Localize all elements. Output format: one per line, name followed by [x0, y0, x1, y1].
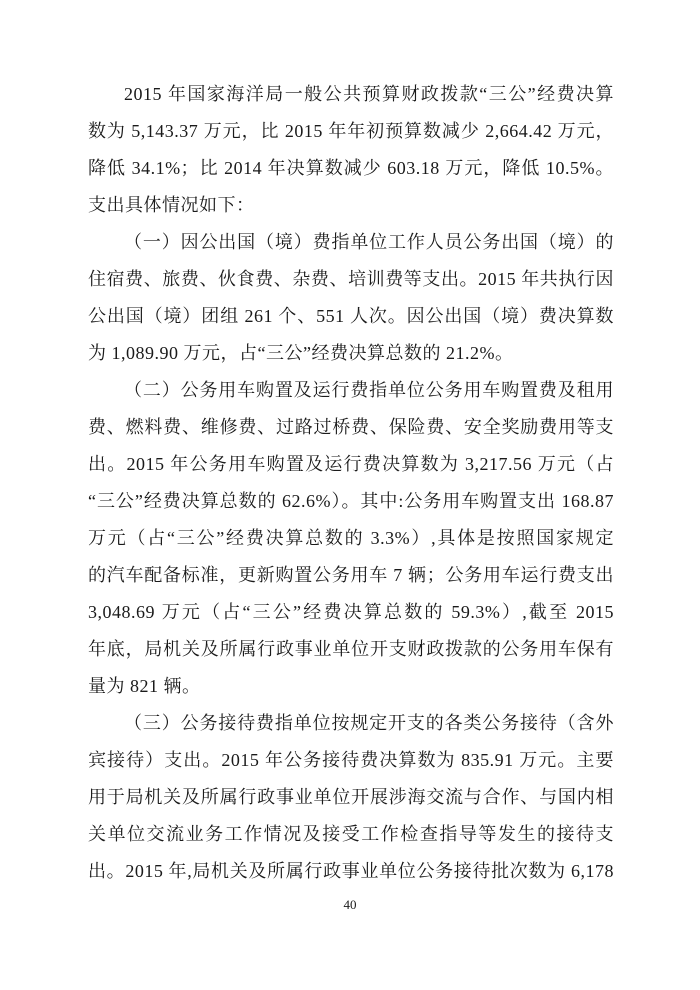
document-line: 出。2015 年,局机关及所属行政事业单位公务接待批次数为 6,178	[88, 861, 614, 881]
document-line: 的汽车配备标准，更新购置公务用车 7 辆；公务用车运行费支出	[88, 565, 614, 585]
document-line: 费、燃料费、维修费、过路过桥费、保险费、安全奖励费用等支	[88, 417, 614, 437]
document-line: （三）公务接待费指单位按规定开支的各类公务接待（含外	[124, 713, 614, 733]
document-line: 数为 5,143.37 万元，比 2015 年年初预算数减少 2,664.42 万元，	[88, 121, 614, 141]
document-line: “三公”经费决算总数的 62.6%）。其中:公务用车购置支出 168.87	[88, 491, 614, 511]
document-line: 3,048.69 万元（占“三公”经费决算总数的 59.3%）,截至 2015	[88, 602, 614, 622]
document-line: 降低 34.1%；比 2014 年决算数减少 603.18 万元，降低 10.5%。	[88, 158, 614, 178]
document-line: 关单位交流业务工作情况及接受工作检查指导等发生的接待支	[88, 824, 614, 844]
document-line: 年底，局机关及所属行政事业单位开支财政拨款的公务用车保有	[88, 639, 614, 659]
document-line: 公出国（境）团组 261 个、551 人次。因公出国（境）费决算数	[88, 306, 614, 326]
document-line: 2015 年国家海洋局一般公共预算财政拨款“三公”经费决算	[124, 84, 614, 104]
document-line: 为 1,089.90 万元，占“三公”经费决算总数的 21.2%。	[88, 343, 514, 363]
document-line: 出。2015 年公务用车购置及运行费决算数为 3,217.56 万元（占	[88, 454, 614, 474]
paragraph-vehicle-expense	[88, 372, 614, 705]
document-line: 住宿费、旅费、伙食费、杂费、培训费等支出。2015 年共执行因	[88, 269, 614, 289]
page-number: 40	[343, 897, 357, 912]
document-line: 量为 821 辆。	[88, 676, 201, 696]
document-line: 用于局机关及所属行政事业单位开展涉海交流与合作、与国内相	[88, 787, 614, 807]
document-line: 万元（占“三公”经费决算总数的 3.3%）,具体是按照国家规定	[88, 528, 614, 548]
document-line: 支出具体情况如下：	[88, 195, 255, 215]
paragraph-reception-expense	[88, 705, 614, 890]
document-line: （一）因公出国（境）费指单位工作人员公务出国（境）的	[124, 232, 614, 252]
paragraph-abroad-expense	[88, 224, 614, 372]
document-line: （二）公务用车购置及运行费指单位公务用车购置费及租用	[124, 380, 614, 400]
text-block	[88, 76, 614, 890]
document-line: 宾接待）支出。2015 年公务接待费决算数为 835.91 万元。主要	[88, 750, 614, 770]
paragraph-summary	[88, 76, 614, 224]
